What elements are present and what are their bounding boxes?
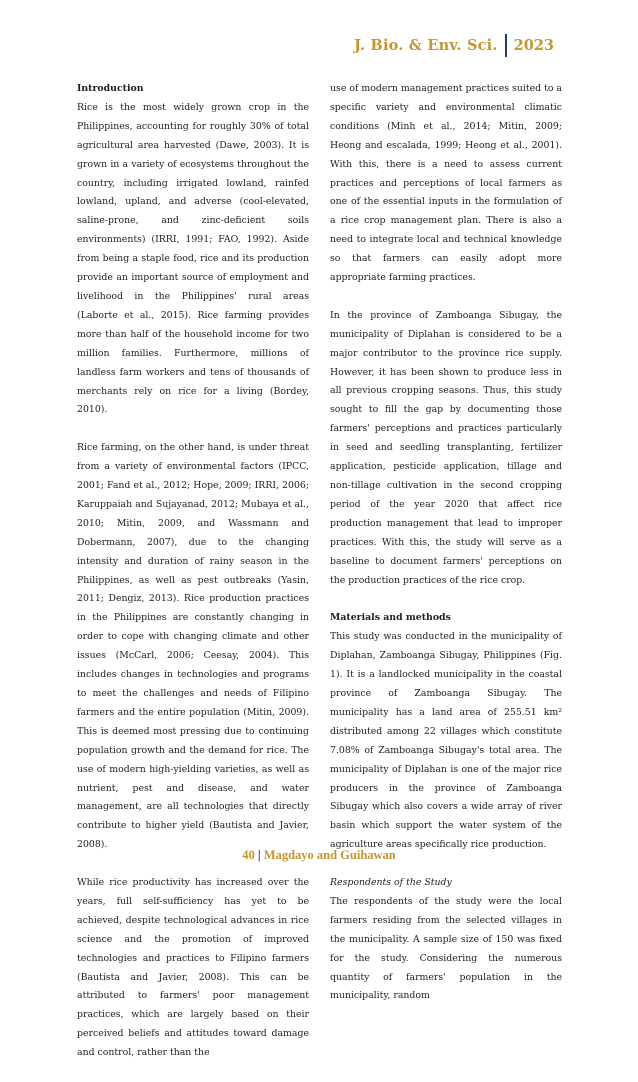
right-column [330, 80, 562, 1025]
journal-year: 2023 [513, 37, 554, 54]
intro-paragraph-3: While rice productivity has increased over the years, full self-sufficiency has yet to be achieved, despite technological advances in rice science and the promotion of improved technologies and practices to Filipino farmers (Bautista and Javier, 2008). This can be attributed to farmers' poor management practices, which are largely based on their perceived beliefs and attitudes toward damage and control, rather than the [77, 877, 309, 1059]
footer-authors: Magdayo and Guihawan [263, 848, 396, 862]
introduction-heading: Introduction [77, 83, 144, 94]
intro-paragraph-1: Rice is the most widely grown crop in the Philippines, accounting for roughly 30% of total agricultural area harvested (Dawe, 2003). It is grown in a variety of ecosystems throughout the country, including irrigated lowland, rainfed lowland, upland, and adverse (cool-elevated, saline-prone, and zinc-deficient soils environments) (IRRI, 1991; FAO, 1992). Aside from being a staple food, rice and its production provide an important source of employment and livelihood in the Philippines' rural areas (Laborte et al., 2015). Rice farming provides more than half of the household income for two million families. Furthermore, millions of landless farm workers and tens of thousands of merchants rely on rice for a living (Bordey, 2010). [77, 101, 309, 416]
footer-separator: | [257, 848, 261, 862]
journal-title: J. Bio. & Env. Sci. [354, 37, 498, 54]
methods-paragraph: This study was conducted in the municipality of Diplahan, Zamboanga Sibugay, Philippines (Fig. 1). It is a landlocked municipality in the coastal province of Zamboanga Sibugay. The municipality has a land area of 255.51 km² distributed among 22 villages which constitute 7.08% of Zamboanga Sibugay's total area. The municipality of Diplahan is one of the major rice producers in the province of Zamboanga Sibugay which also covers a wide array of river basin which support the water system of the agriculture areas specifically rice production. [330, 631, 562, 851]
intro-paragraph-2: Rice farming, on the other hand, is under threat from a variety of environmental factors (IPCC, 2001; Fand et al., 2012; Hope, 2009; IRRI, 2006; Karuppaiah and Sujayanad, 2012; Mubaya et al., 2010; Mitin, 2009, and Wassmann and Dobermann, 2007), due to the changing intensity and duration of rainy season in the Philippines, as well as pest outbreaks (Yasin, 2011; Dengiz, 2013). Rice production practices in the Philippines are constantly changing in order to cope with changing climate and other issues (McCarl, 2006; Ceesay, 2004). This includes changes in technologies and programs to meet the challenges and needs of Filipino farmers and the entire population (Mitin, 2009). This is deemed most pressing due to continuing population growth and the demand for rice. The use of modern high-yielding varieties, as well as nutrient, pest and disease, and water management, are all technologies that directly contribute to higher yield (Bautista and Javier, 2008). [77, 442, 309, 851]
respondents-paragraph: The respondents of the study were the local farmers residing from the selected villages in the municipality. A sample size of 150 was fixed for the study. Considering the numerous quantity of farmers' population in the municipality, random [330, 895, 562, 1002]
intro-paragraph-5: In the province of Zamboanga Sibugay, the municipality of Diplahan is considered to be a major contributor to the province rice supply. However, it has been shown to produce less in all previous cropping seasons. Thus, this study sought to fill the gap by documenting those farmers' perceptions and practices particularly in seed and seedling transplanting, fertilizer application, pesticide application, tillage and non-tillage cultivation in the second cropping period of the year 2020 that affect rice production management that lead to improper practices. With this, the study will serve as a baseline to document farmers' perceptions on the production practices of the rice crop. [330, 309, 562, 586]
intro-paragraph-4: use of modern management practices suited to a specific variety and environmental climatic conditions (Minh et al., 2014; Mitin, 2009; Heong and escalada, 1999; Heong et al., 2001). With this, there is a need to assess current practices and perceptions of local farmers as one of the essential inputs in the formulation of a rice crop management plan. There is also a need to integrate local and technical knowledge so that farmers can easily adopt more appropriate farming practices. [330, 83, 562, 284]
respondents-heading: Respondents of the Study [330, 877, 452, 889]
left-column [77, 80, 309, 1082]
journal-header [354, 37, 554, 54]
methods-heading: Materials and methods [330, 612, 451, 624]
page-number: 40 [242, 848, 255, 862]
page-footer [0, 848, 638, 863]
